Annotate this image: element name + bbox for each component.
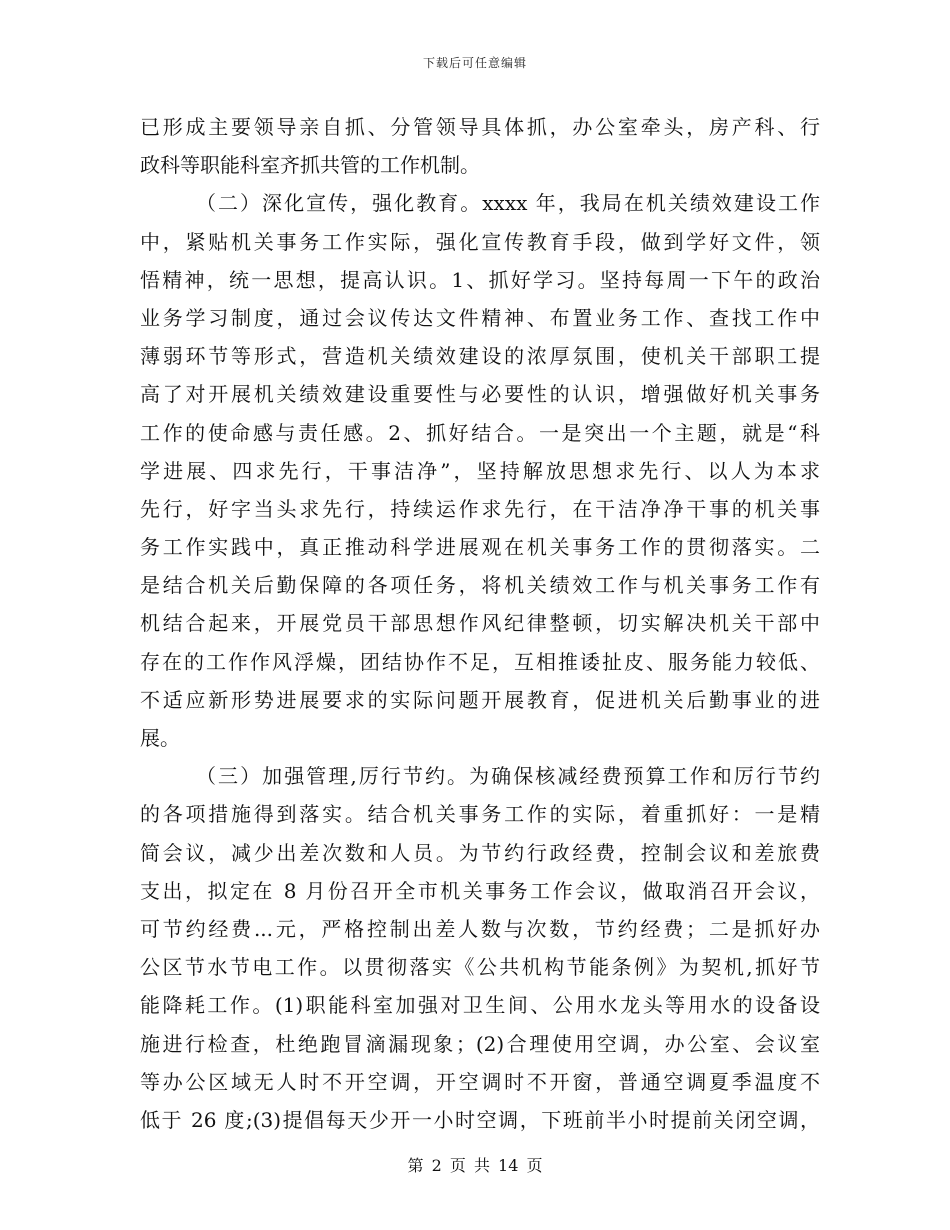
text-line: 业务学习制度，通过会议传达文件精神、布置业务工作、查找工作中 (140, 305, 820, 330)
paragraph-2 (140, 184, 820, 757)
text-line: 政科等职能科室齐抓共管的工作机制。 (140, 153, 480, 178)
text-line: 中，紧贴机关事务工作实际，强化宣传教育手段，做到学好文件，领 (140, 229, 820, 254)
text-line: 能降耗工作。(1)职能科室加强对卫生间、公用水龙头等用水的设备设 (140, 993, 820, 1018)
document-body (140, 108, 820, 1139)
paragraph-3 (140, 757, 820, 1139)
text-line: （三）加强管理,厉行节约。为确保核减经费预算工作和厉行节约 (196, 764, 820, 789)
text-line: 高了对开展机关绩效建设重要性与必要性的认识，增强做好机关事务 (140, 382, 820, 407)
text-line: 悟精神，统一思想，提高认识。1、抓好学习。坚持每周一下午的政治 (140, 267, 820, 292)
text-line: 工作的使命感与责任感。2、抓好结合。一是突出一个主题，就是“科 (140, 420, 820, 445)
text-line: 不适应新形势进展要求的实际问题开展教育，促进机关后勤事业的进 (140, 687, 820, 712)
paragraph-1 (140, 108, 820, 184)
text-line: 的各项措施得到落实。结合机关事务工作的实际，着重抓好：一是精 (140, 802, 820, 827)
text-line: 机结合起来，开展党员干部思想作风纪律整顿，切实解决机关干部中 (140, 611, 820, 636)
text-line: 学进展、四求先行，干事洁净”，坚持解放思想求先行、以人为本求 (140, 458, 820, 483)
text-line: 公区节水节电工作。以贯彻落实《公共机构节能条例》为契机,抓好节 (140, 955, 820, 980)
page-header: 下载后可任意编辑 (422, 56, 527, 70)
text-line: 存在的工作作风浮燥，团结协作不足，互相推诿扯皮、服务能力较低、 (140, 649, 820, 674)
text-line: 薄弱环节等形式，营造机关绩效建设的浓厚氛围，使机关干部职工提 (140, 344, 820, 369)
text-line: 支出，拟定在 8 月份召开全市机关事务工作会议，做取消召开会议， (140, 878, 820, 903)
text-line: 务工作实践中，真正推动科学进展观在机关事务工作的贯彻落实。二 (140, 535, 820, 560)
text-line: 等办公区域无人时不开空调，开空调时不开窗，普通空调夏季温度不 (140, 1069, 820, 1094)
text-line: 简会议，减少出差次数和人员。为节约行政经费，控制会议和差旅费 (140, 840, 820, 865)
text-line: 展。 (140, 726, 180, 750)
text-line: 低于 26 度;(3)提倡每天少开一小时空调，下班前半小时提前关闭空调， (140, 1107, 820, 1132)
text-line: 施进行检查，杜绝跑冒滴漏现象；(2)合理使用空调，办公室、会议室 (140, 1031, 820, 1056)
text-line: 可节约经费...元，严格控制出差人数与次数，节约经费；二是抓好办 (140, 916, 820, 941)
text-line: 是结合机关后勤保障的各项任务，将机关绩效工作与机关事务工作有 (140, 573, 820, 598)
text-line: （二）深化宣传，强化教育。xxxx 年，我局在机关绩效建设工作 (196, 191, 820, 216)
text-line: 先行，好字当头求先行，持续运作求先行，在干洁净净干事的机关事 (140, 496, 820, 521)
page-number: 第 2 页 共 14 页 (407, 1156, 543, 1175)
text-line: 已形成主要领导亲自抓、分管领导具体抓，办公室牵头，房产科、行 (140, 115, 820, 139)
